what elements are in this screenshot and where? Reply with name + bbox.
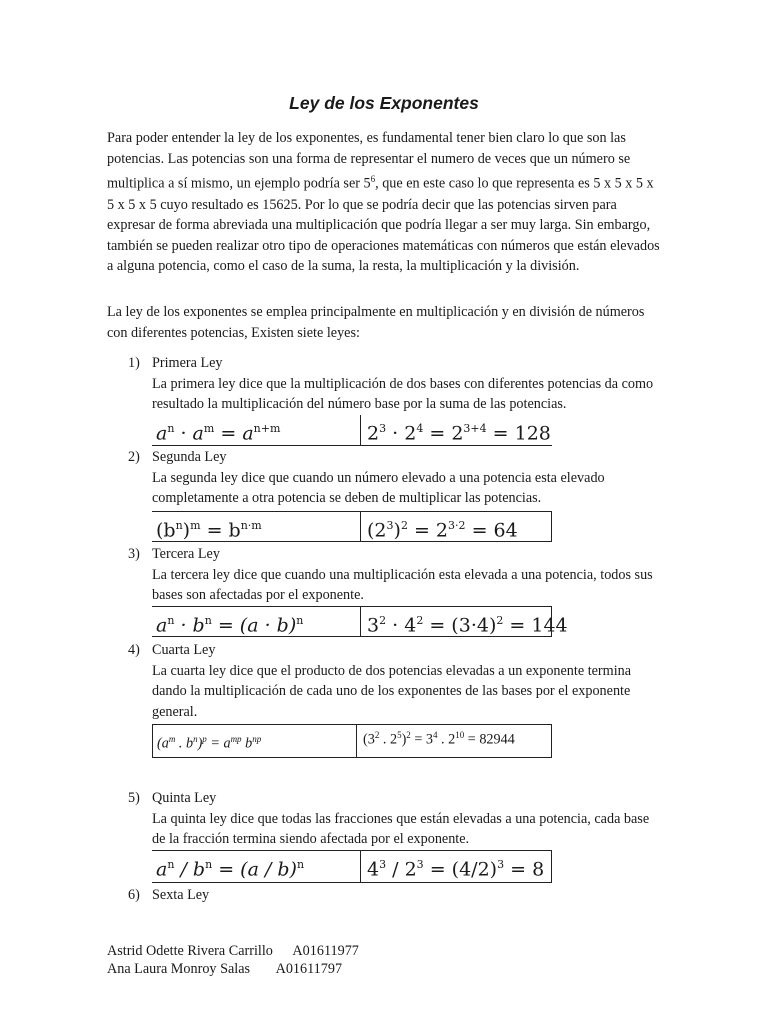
intro-paragraph (107, 128, 662, 277)
law-title: Quinta Ley (152, 790, 217, 806)
laws-intro-text: La ley de los exponentes se emplea principalmente en multiplicación y en división de números con diferentes potencias, Existen siete leyes: (107, 304, 645, 341)
formula-example: $(2^3)^2 = 2^{3\cdot 2} = 64$ (360, 512, 552, 541)
law-description: La primera ley dice que la multiplicación de dos bases con diferentes potencias da como resultado la multiplicación del número base por la suma de las potencias. (152, 375, 654, 413)
formula-general: ($a^m$ . $b^n)^p = a^{mp}$ $b^{np}$ (157, 734, 262, 752)
author-id: A01611977 (292, 943, 359, 959)
formula-example: $2^3 \cdot 2^4 = 2^{3+4} = 128$ (360, 415, 552, 445)
law-title: Segunda Ley (152, 449, 227, 465)
formula-table (152, 415, 552, 446)
footer-author-1 (107, 942, 359, 961)
law-description: La tercera ley dice que cuando una multiplicación esta elevada a una potencia, todos sus bases son afectadas por el exponente. (152, 566, 653, 604)
formula-general: $(b^n)^m = b^{n\cdot m}$ (156, 519, 262, 542)
intro-text: Para poder entender la ley de los exponentes, es fundamental tener bien claro lo que son las potencias. Las potencias son una forma de representar el numero de veces que un número se multiplica a sí mismo, un ejemplo podría ser 5 (107, 130, 631, 192)
formula-table (152, 511, 552, 542)
footer-author-2 (107, 960, 342, 979)
law-description: La segunda ley dice que cuando un número elevado a una potencia esta elevado completamente a otra potencia se deben de multiplicar las potencias. (152, 469, 605, 507)
formula-table (152, 850, 552, 883)
author-id: A01611797 (275, 961, 343, 977)
intro-superscript: 6 (370, 174, 376, 185)
law-number: 4) (128, 642, 140, 658)
law-description: La quinta ley dice que todas las fracciones que están elevadas a una potencia, cada base de la fracción termina siendo afectada por el exponente. (152, 810, 650, 848)
law-number: 6) (128, 887, 140, 903)
formula-example: $4^3 / 2^3 = (4/2)^3 = 8$ (360, 851, 552, 882)
law-number: 5) (128, 790, 140, 806)
law-description: La cuarta ley dice que el producto de dos potencias elevadas a un exponente termina dando la multiplicación de cada uno de los exponentes de las bases por el exponente general. (152, 662, 632, 720)
formula-example: ($3^2$ . $2^5)^2 = 3^4$ . $2^{10} = 82944$ (356, 725, 551, 757)
formula-example: $3^2 \cdot 4^2 = (3\cdot 4)^2 = 144$ (360, 607, 552, 636)
formula-general: $a^n / b^n = (a / b)^n$ (156, 858, 305, 881)
laws-intro-paragraph (107, 302, 662, 343)
formula-general: $a^n \cdot a^m = a^{n+m}$ (156, 422, 281, 445)
law-title: Tercera Ley (152, 546, 220, 562)
formula-general: $a^n \cdot b^n = (a \cdot b)^n$ (156, 614, 304, 637)
formula-table (152, 724, 552, 758)
formula-table (152, 606, 568, 637)
law-number: 1) (128, 355, 140, 371)
author-name: Astrid Odette Rivera Carrillo (107, 943, 273, 959)
law-title: Primera Ley (152, 355, 223, 371)
intro-text-rest: , que en este caso lo que representa es 5 x 5 x 5 x 5 x 5 x 5 cuyo resultado es 15625. Por lo que se podría decir que las potencias sirven para expresar de forma abreviada una multiplicación que podría llegar a ser muy larga. Sin embargo, también se pueden realizar otro tipo de operaciones matemáticas con números que están elevados a alguna potencia, como el caso de la suma, la resta, la multiplicación y la división. (107, 175, 660, 275)
law-title: Sexta Ley (152, 887, 210, 903)
author-name: Ana Laura Monroy Salas (107, 961, 251, 977)
law-number: 3) (128, 546, 140, 562)
law-title: Cuarta Ley (152, 642, 216, 658)
page-title: Ley de los Exponentes (289, 93, 479, 113)
law-number: 2) (128, 449, 140, 465)
